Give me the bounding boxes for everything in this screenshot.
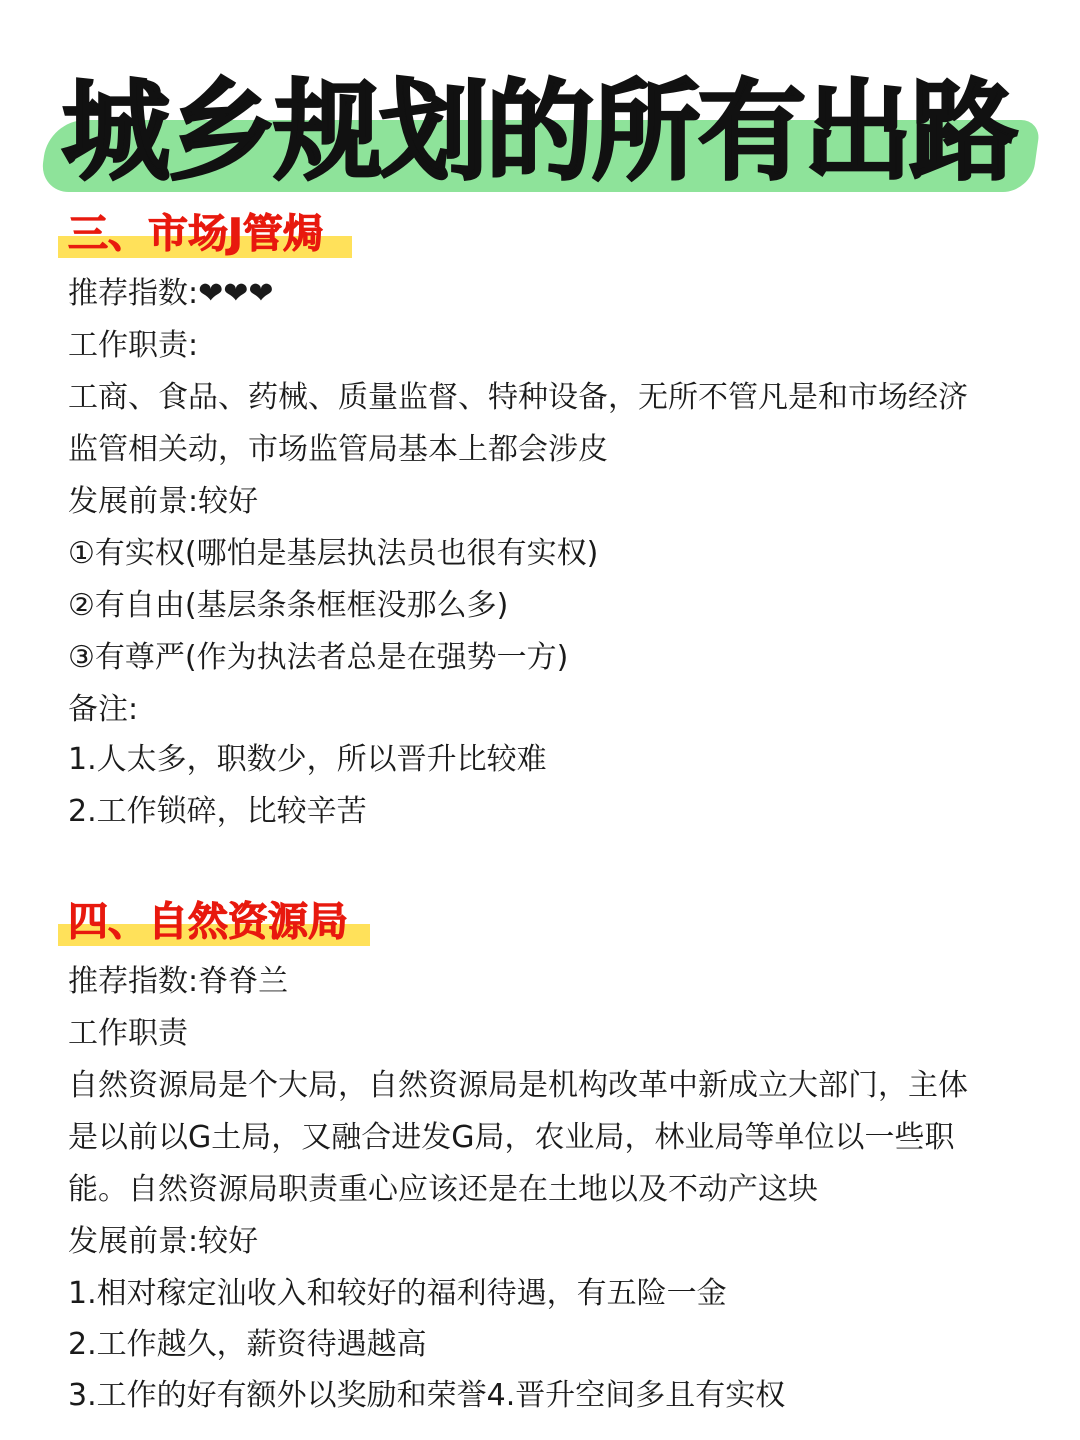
prospect-item: 2.工作越久，薪资待遇越高 — [68, 1327, 427, 1362]
section-heading-text: 四、自然资源局 — [68, 899, 348, 945]
prospect-label: 发展前景:较好 — [68, 1224, 259, 1259]
recommend-index: 推荐指数:脊脊兰 — [68, 964, 289, 999]
duties-label: 工作职责: — [68, 328, 199, 363]
recommend-index: 推荐指数:❤❤❤ — [68, 276, 274, 311]
prospect-item: ②有自由(基层条条框框没那么多) — [68, 588, 509, 623]
duties-text: 能。自然资源局职责重心应该还是在土地以及不动产这块 — [68, 1172, 818, 1207]
title-block — [40, 70, 1040, 200]
prospect-item: 1.相对稼定汕收入和较好的福利待遇，有五险一金 — [68, 1276, 727, 1311]
duties-text: 是以前以G土局，又融合进发G局，农业局，林业局等单位以一些职 — [68, 1120, 955, 1155]
duties-label: 工作职责 — [68, 1016, 188, 1051]
duties-text: 工商、食品、药械、质量监督、特种设备，无所不管凡是和市场经济 — [68, 380, 968, 415]
page-title: 城乡规划的所有出路 — [62, 70, 1017, 195]
notes-label: 备注: — [68, 692, 139, 727]
prospect-item: 3.工作的好有额外以奖励和荣誉4.晋升空间多且有实权 — [68, 1378, 786, 1413]
notes-item: 1.人太多，职数少，所以晋升比较难 — [68, 742, 547, 777]
duties-text: 监管相关动，市场监管局基本上都会涉皮 — [68, 432, 608, 467]
duties-text: 自然资源局是个大局，自然资源局是机构改革中新成立大部门，主体 — [68, 1068, 968, 1103]
prospect-label: 发展前景:较好 — [68, 484, 259, 519]
section-heading-4 — [58, 898, 348, 948]
prospect-item: ①有实权(哪怕是基层执法员也很有实权) — [68, 536, 599, 571]
notes-item: 2.工作锁碎，比较辛苦 — [68, 794, 367, 829]
prospect-item: ③有尊严(作为执法者总是在强势一方) — [68, 640, 569, 675]
section-heading-3 — [58, 210, 323, 260]
section-heading-text: 三、市场J管焗 — [68, 211, 323, 257]
